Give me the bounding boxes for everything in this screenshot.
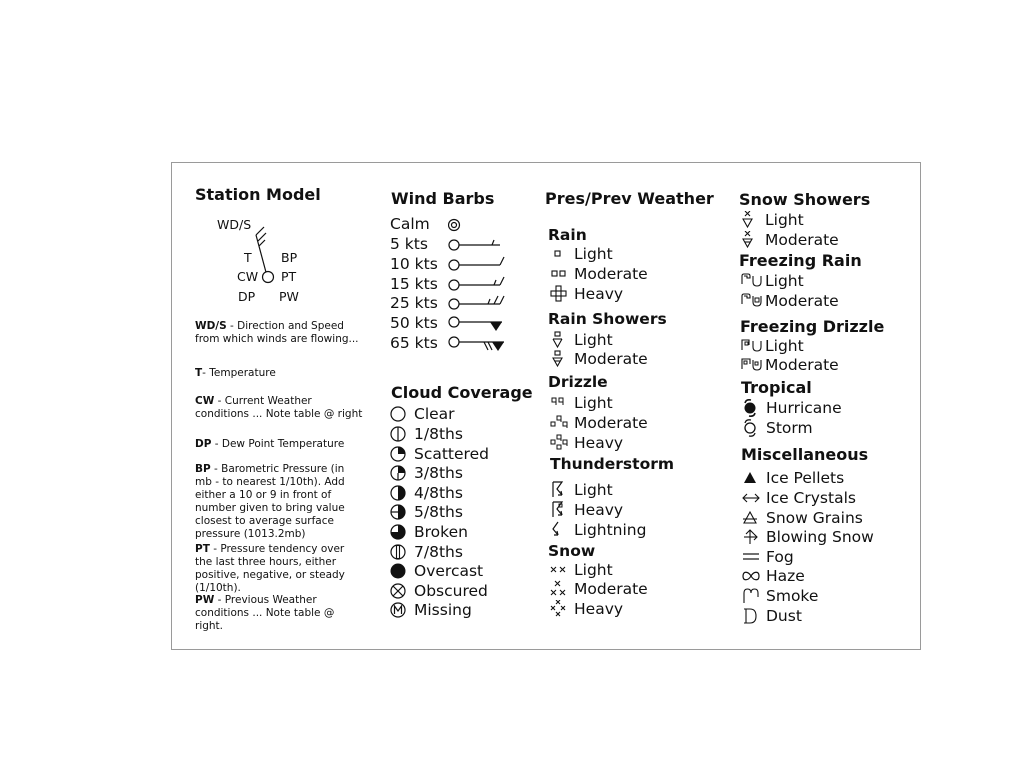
misc-row-smoke — [742, 587, 818, 605]
rain-shower-moderate-icon — [550, 350, 574, 368]
tropical-row-storm — [742, 419, 813, 437]
haze-icon — [742, 567, 766, 585]
misc-label-snow-grains: Snow Grains — [766, 509, 863, 527]
snow-showers-title: Snow Showers — [739, 190, 871, 209]
drizzle-label-light: Light — [574, 394, 613, 412]
freezing-rain-label-light: Light — [765, 272, 804, 290]
cloud-3-8-icon — [390, 464, 414, 482]
wind-label-25: 25 kts — [390, 294, 438, 312]
drizzle-label-moderate: Moderate — [574, 414, 648, 432]
cloud-label-scattered: Scattered — [414, 445, 489, 463]
drizzle-title: Drizzle — [548, 373, 608, 391]
cloud-label-missing: Missing — [414, 601, 472, 619]
drizzle-label-heavy: Heavy — [574, 434, 624, 452]
note-pw: PW - Previous Weather conditions ... Note table @ right. — [195, 594, 335, 632]
drizzle-light-icon — [550, 394, 574, 412]
freezing-rain-moderate-icon — [741, 292, 765, 310]
note-cw: CW - Current Weather conditions ... Note table @ right — [195, 395, 363, 420]
note-pt: PT - Pressure tendency over the last three hours, either positive, negative, or steady (1/10th). — [195, 543, 345, 594]
thunder-label-light: Light — [574, 481, 613, 499]
snow-shower-light-icon — [741, 211, 765, 229]
cloud-label-overcast: Overcast — [414, 562, 484, 580]
cloud-label-5-8: 5/8ths — [414, 503, 463, 521]
freezing-rain-title: Freezing Rain — [739, 251, 862, 270]
cloud-label-4-8: 4/8ths — [414, 484, 463, 502]
cloud-row-5-8 — [390, 503, 463, 521]
cloud-row-obscured — [390, 582, 488, 600]
cw-label: CW — [237, 269, 259, 284]
ice-crystals-icon — [742, 489, 766, 507]
snow-showers-row-light — [741, 211, 804, 229]
cloud-label-clear: Clear — [414, 405, 455, 423]
freezing-drizzle-row-moderate — [741, 356, 839, 374]
barb-5-icon — [448, 235, 508, 253]
thunder-row-light — [550, 481, 613, 499]
snow-label-light: Light — [574, 561, 613, 579]
pw-label: PW — [279, 289, 299, 304]
bp-label: BP — [281, 250, 298, 265]
wind-row-15 — [390, 275, 508, 293]
rain-heavy-icon — [550, 285, 574, 303]
weather-symbols-legend — [171, 162, 921, 650]
snow-row-moderate — [550, 580, 648, 598]
snow-heavy-icon — [550, 600, 574, 618]
misc-row-ice-crystals — [742, 489, 856, 507]
rain-row-moderate — [550, 265, 648, 283]
cloud-obscured-icon — [390, 582, 414, 600]
note-bp: BP - Barometric Pressure (in mb - to nearest 1/10th). Add either a 10 or 9 in front of number given to bring value closest to average surface pressure (1013.2mb) — [195, 463, 345, 540]
dp-label: DP — [238, 289, 256, 304]
cloud-row-overcast — [390, 562, 483, 580]
freezing-rain-label-moderate: Moderate — [765, 292, 839, 310]
blowing-snow-icon — [742, 528, 766, 546]
snow-row-light — [550, 561, 613, 579]
rain-row-heavy — [550, 285, 623, 303]
snow-showers-label-moderate: Moderate — [765, 231, 839, 249]
snow-light-icon — [550, 561, 574, 579]
tropical-label-storm: Storm — [766, 419, 813, 437]
rain-light-icon — [550, 245, 574, 263]
cloud-row-4-8 — [390, 484, 463, 502]
wind-row-calm — [390, 215, 508, 233]
misc-row-dust — [742, 607, 802, 625]
calm-circle-icon — [448, 215, 508, 233]
barb-10-icon — [448, 255, 508, 273]
freezing-rain-light-icon — [741, 272, 765, 290]
dust-icon — [742, 607, 766, 625]
station-model-diagram — [212, 215, 312, 310]
wind-barbs-title: Wind Barbs — [391, 189, 495, 208]
barb-50-icon — [448, 314, 508, 332]
drizzle-moderate-icon — [550, 414, 574, 432]
thunderstorm-title: Thunderstorm — [550, 455, 675, 473]
misc-label-ice-pellets: Ice Pellets — [766, 469, 845, 487]
cloud-label-7-8: 7/8ths — [414, 543, 463, 561]
wind-label-5: 5 kts — [390, 235, 428, 253]
freezing-drizzle-light-icon — [741, 337, 765, 355]
misc-label-haze: Haze — [766, 567, 805, 585]
wind-row-10 — [390, 255, 508, 273]
tropical-title: Tropical — [741, 378, 812, 397]
freezing-drizzle-label-moderate: Moderate — [765, 356, 839, 374]
wind-row-50 — [390, 314, 508, 332]
freezing-drizzle-label-light: Light — [765, 337, 804, 355]
rain-moderate-icon — [550, 265, 574, 283]
thunder-row-heavy — [550, 501, 623, 519]
rain-label-light: Light — [574, 245, 613, 263]
cloud-label-3-8: 3/8ths — [414, 464, 463, 482]
rain-row-light — [550, 245, 613, 263]
cloud-label-broken: Broken — [414, 523, 468, 541]
snow-showers-label-light: Light — [765, 211, 804, 229]
wind-label-50: 50 kts — [390, 314, 438, 332]
misc-row-fog — [742, 548, 794, 566]
cloud-row-scattered — [390, 445, 489, 463]
wind-label-65: 65 kts — [390, 334, 438, 352]
snow-moderate-icon — [550, 580, 574, 598]
rain-showers-row-light — [550, 331, 613, 349]
thunder-light-icon — [550, 481, 574, 499]
t-label: T — [244, 250, 252, 265]
thunder-row-lightning — [550, 521, 646, 539]
cloud-row-1-8 — [390, 425, 463, 443]
cloud-row-broken — [390, 523, 468, 541]
cloud-1-8-icon — [390, 425, 414, 443]
snow-title: Snow — [548, 542, 596, 560]
station-model-title: Station Model — [195, 185, 321, 204]
misc-label-ice-crystals: Ice Crystals — [766, 489, 856, 507]
cloud-4-8-icon — [390, 484, 414, 502]
rain-label-moderate: Moderate — [574, 265, 648, 283]
tropical-label-hurricane: Hurricane — [766, 399, 842, 417]
cloud-7-8-icon — [390, 543, 414, 561]
freezing-drizzle-moderate-icon — [741, 356, 765, 374]
cloud-scattered-icon — [390, 445, 414, 463]
rain-title: Rain — [548, 226, 587, 244]
rain-shower-light-icon — [550, 331, 574, 349]
snow-label-moderate: Moderate — [574, 580, 648, 598]
fog-icon — [742, 548, 766, 566]
wind-row-65 — [390, 334, 508, 352]
cloud-5-8-icon — [390, 503, 414, 521]
snow-label-heavy: Heavy — [574, 600, 624, 618]
rain-showers-label-light: Light — [574, 331, 613, 349]
rain-showers-title: Rain Showers — [548, 310, 667, 328]
drizzle-heavy-icon — [550, 434, 574, 452]
cloud-missing-icon — [390, 601, 414, 619]
snow-row-heavy — [550, 600, 623, 618]
wind-row-5 — [390, 235, 508, 253]
note-wds: WD/S - Direction and Speed from which winds are flowing... — [195, 320, 359, 345]
pres-prev-weather-title: Pres/Prev Weather — [545, 189, 714, 208]
tropical-row-hurricane — [742, 399, 842, 417]
hurricane-icon — [742, 399, 766, 417]
wind-label-15: 15 kts — [390, 275, 438, 293]
wds-label: WD/S — [217, 217, 252, 232]
miscellaneous-title: Miscellaneous — [741, 445, 869, 464]
thunder-label-lightning: Lightning — [574, 521, 647, 539]
barb-25-icon — [448, 294, 508, 312]
freezing-rain-row-light — [741, 272, 804, 290]
drizzle-row-light — [550, 394, 613, 412]
misc-label-blowing-snow: Blowing Snow — [766, 528, 874, 546]
note-dp: DP - Dew Point Temperature — [195, 438, 345, 450]
cloud-clear-icon — [390, 405, 414, 423]
freezing-drizzle-title: Freezing Drizzle — [740, 317, 885, 336]
freezing-rain-row-moderate — [741, 292, 839, 310]
note-t: T- Temperature — [195, 367, 276, 379]
drizzle-row-moderate — [550, 414, 648, 432]
wind-label-calm: Calm — [390, 215, 430, 233]
barb-15-icon — [448, 275, 508, 293]
snow-showers-row-moderate — [741, 231, 839, 249]
thunder-label-heavy: Heavy — [574, 501, 624, 519]
misc-label-fog: Fog — [766, 548, 794, 566]
barb-65-icon — [448, 334, 508, 352]
wind-label-10: 10 kts — [390, 255, 438, 273]
cloud-overcast-icon — [390, 562, 414, 580]
cloud-broken-icon — [390, 523, 414, 541]
drizzle-row-heavy — [550, 434, 623, 452]
tropical-storm-icon — [742, 419, 766, 437]
cloud-label-1-8: 1/8ths — [414, 425, 463, 443]
cloud-row-clear — [390, 405, 455, 423]
cloud-row-3-8 — [390, 464, 463, 482]
cloud-row-missing — [390, 601, 472, 619]
misc-row-ice-pellets — [742, 469, 844, 487]
rain-showers-label-moderate: Moderate — [574, 350, 648, 368]
misc-row-haze — [742, 567, 805, 585]
thunder-heavy-icon — [550, 501, 574, 519]
misc-label-smoke: Smoke — [766, 587, 819, 605]
smoke-icon — [742, 587, 766, 605]
lightning-icon — [550, 521, 574, 539]
rain-showers-row-moderate — [550, 350, 648, 368]
cloud-row-7-8 — [390, 543, 463, 561]
cloud-label-obscured: Obscured — [414, 582, 488, 600]
misc-label-dust: Dust — [766, 607, 802, 625]
wind-row-25 — [390, 294, 508, 312]
rain-label-heavy: Heavy — [574, 285, 624, 303]
misc-row-snow-grains — [742, 509, 863, 527]
snow-shower-moderate-icon — [741, 231, 765, 249]
pt-label: PT — [281, 269, 297, 284]
misc-row-blowing-snow — [742, 528, 874, 546]
ice-pellets-icon — [742, 469, 766, 487]
cloud-coverage-title: Cloud Coverage — [391, 383, 533, 402]
snow-grains-icon — [742, 509, 766, 527]
freezing-drizzle-row-light — [741, 337, 804, 355]
